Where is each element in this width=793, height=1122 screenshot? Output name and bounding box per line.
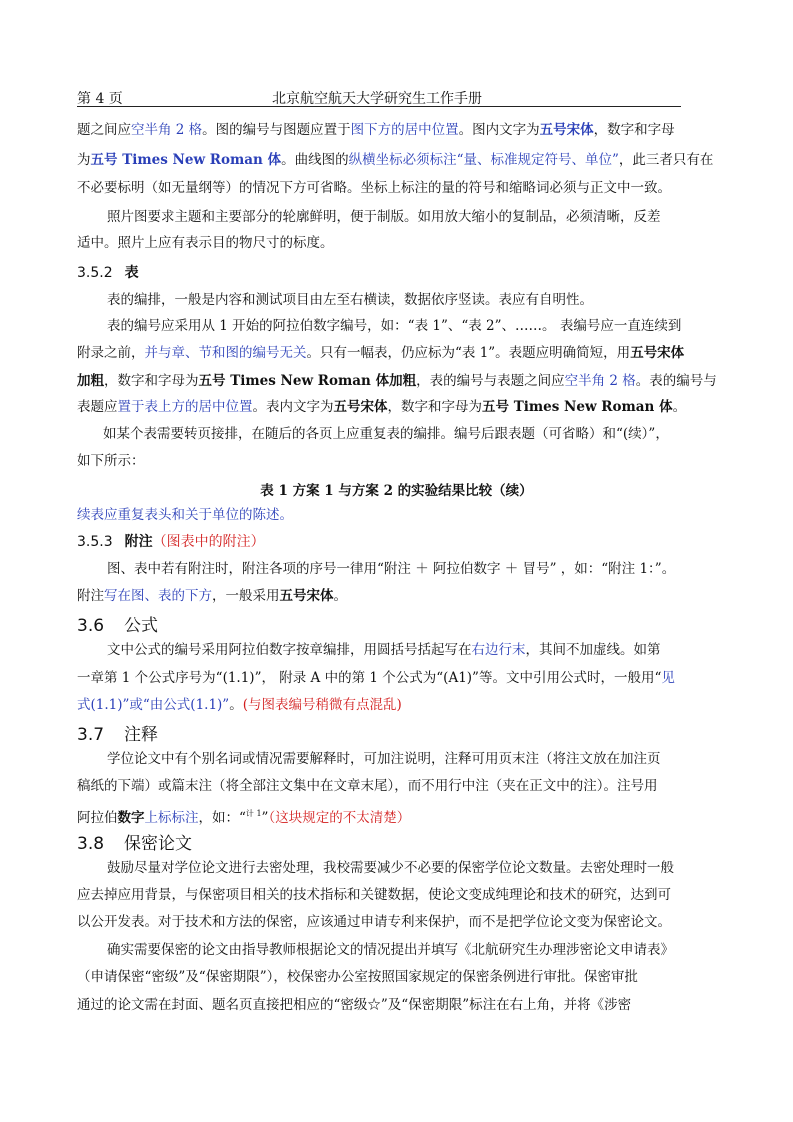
- paragraph-line: 表的编排，一般是内容和测试项目由左至右横读，数据依序竖读。表应有自明性。: [107, 292, 593, 308]
- page-header: [77, 86, 681, 107]
- paragraph-line: 题之间应空半角 2 格。图的编号与图题应置于图下方的居中位置。图内文字为五号宋体，数字和字母: [77, 122, 675, 138]
- paragraph-line: 附注写在图、表的下方，一般采用五号宋体。: [77, 588, 347, 604]
- paragraph-line: 如下所示：: [77, 453, 145, 469]
- paragraph-line: 表的编号应采用从 1 开始的阿拉伯数字编号，如：“表 1”、“表 2”、……。 表编号应一直连续到: [107, 318, 682, 334]
- paragraph-line: 学位论文中有个别名词或情况需要解释时，可加注说明，注释可用页末注（将注文放在加注页: [107, 751, 661, 767]
- section-heading-3-7: 3.7 注释: [77, 725, 159, 745]
- header-title: 北京航空航天大学研究生工作手册: [272, 91, 482, 107]
- section-heading-3-8: 3.8 保密论文: [77, 834, 193, 854]
- page-number: 第 4 页: [77, 91, 123, 107]
- section-heading-3-5-2: 3.5.2 表: [77, 265, 139, 281]
- paragraph-line: 稿纸的下端）或篇末注（将全部注文集中在文章末尾），而不用行中注（夹在正文中的注）。注号用: [77, 778, 658, 794]
- paragraph-line: （申请保密“密级”及“保密期限”），校保密办公室按照国家规定的保密条例进行审批。保密审批: [77, 969, 638, 985]
- note-line: 续表应重复表头和关于单位的陈述。: [77, 507, 293, 523]
- paragraph-line: 适中。照片上应有表示目的物尺寸的标度。: [77, 235, 334, 251]
- paragraph-line: 确实需要保密的论文由指导教师根据论文的情况提出并填写《北航研究生办理涉密论文申请表》: [107, 942, 674, 958]
- paragraph-line: 阿拉伯数字上标标注，如：“$^{计 1}$”（这块规定的不太清楚）: [77, 809, 411, 826]
- paragraph-line: 如某个表需要转页接排，在随后的各页上应重复表的编排。编号后跟表题（可省略）和“(续）”，: [103, 426, 669, 442]
- paragraph-line: 加粗，数字和字母为五号 Times New Roman 体加粗，表的编号与表题之间应空半角 2 格。表的编号与: [77, 373, 717, 389]
- table-caption: 表 1 方案 1 与方案 2 的实验结果比较（续）: [260, 483, 533, 499]
- paragraph-line: 式(1.1)”或“由公式(1.1)”。(与图表编号稍微有点混乱): [77, 697, 402, 713]
- paragraph-line: 照片图要求主题和主要部分的轮廓鲜明，便于制版。如用放大缩小的复制品，必须清晰，反差: [107, 209, 661, 225]
- paragraph-line: 以公开发表。对于技术和方法的保密，应该通过申请专利来保护，而不是把学位论文变为保密论文。: [77, 914, 671, 930]
- paragraph-line: 不必要标明（如无量纲等）的情况下方可省略。坐标上标注的量的符号和缩略词必须与正文中一致。: [77, 180, 671, 196]
- section-heading-3-5-3: 3.5.3 附注（图表中的附注）: [77, 534, 265, 550]
- paragraph-line: 鼓励尽量对学位论文进行去密处理，我校需要减少不必要的保密学位论文数量。去密处理时一般: [107, 860, 674, 876]
- paragraph-line: 表题应置于表上方的居中位置。表内文字为五号宋体，数字和字母为五号 Times New Roman 体。: [77, 399, 687, 415]
- section-heading-3-6: 3.6 公式: [77, 616, 159, 636]
- paragraph-line: 通过的论文需在封面、题名页直接把相应的“密级☆”及“保密期限”标注在右上角，并将《涉密: [77, 997, 632, 1013]
- paragraph-line: 附录之前，并与章、节和图的编号无关。只有一幅表，仍应标为“表 1”。表题应明确简短，用五号宋体: [77, 345, 685, 361]
- paragraph-line: 一章第 1 个公式序号为“(1.1)”， 附录 A 中的第 1 个公式为“(A1)”等。文中引用公式时，一般用“见: [77, 670, 675, 686]
- paragraph-line: 图、表中若有附注时，附注各项的序号一律用“附注 ＋ 阿拉伯数字 ＋ 冒号” ，如：“附注 1：”。: [107, 561, 676, 577]
- paragraph-line: 应去掉应用背景，与保密项目相关的技术指标和关键数据，使论文变成纯理论和技术的研究，达到可: [77, 887, 671, 903]
- paragraph-line: 为五号 Times New Roman 体。曲线图的纵横坐标必须标注“量、标准规定符号、单位”，此三者只有在: [77, 152, 714, 168]
- paragraph-line: 文中公式的编号采用阿拉伯数字按章编排，用圆括号括起写在右边行末，其间不加虚线。如第: [107, 642, 661, 658]
